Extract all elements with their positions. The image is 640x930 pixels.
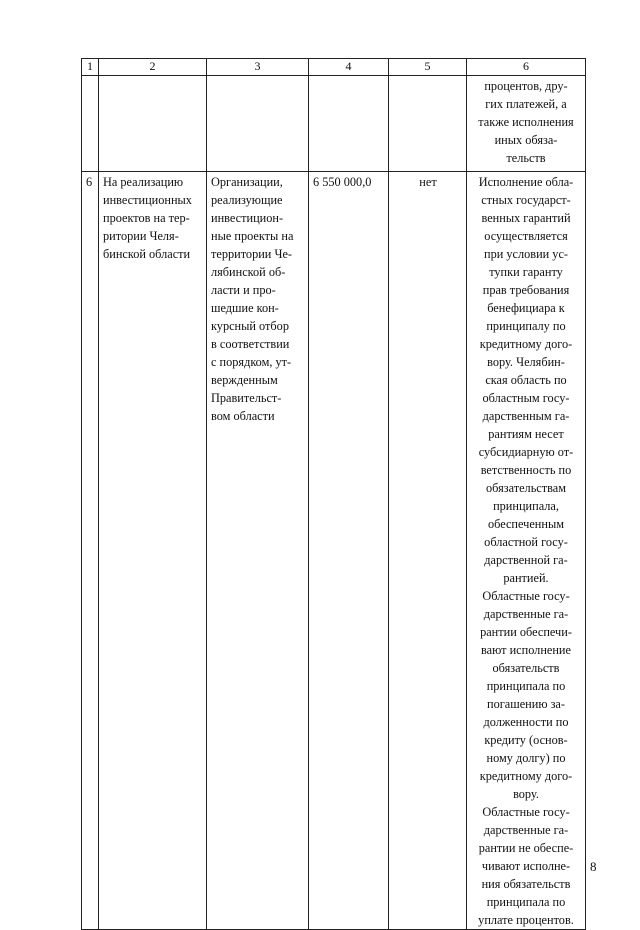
table-row bbox=[82, 172, 586, 930]
column-number-cell: 5 bbox=[389, 59, 467, 76]
purpose-text: На реализацию инвестиционных проектов на тер- ритории Челя- бинской области bbox=[103, 175, 192, 261]
conditions-text: Исполнение обла- стных государст- венных гарантий осуществляется при условии ус- тупки гаранту прав требования бенефициара к принципалу по кредитному дого- вору. Челябин- ская область по областным госу- дарственным га- рантиям несет субсидиарную от- ветственность по обязательствам принципала, обеспеченным областной госу- дарственной га- рантией. Областные госу- дарственные га- рантии обеспечи- вают исполнение обязательств принципала по погашению за- долженности по кредиту (основ- ному долгу) по кредитному дого- вору. Областные госу- дарственные га- рантии не обеспе- чивают исполне- ния обязательств принципала по уплате процентов. bbox=[478, 175, 574, 927]
column-number-cell: 2 bbox=[99, 59, 207, 76]
conditions-cell bbox=[467, 76, 586, 172]
purpose-cell bbox=[99, 172, 207, 930]
page-number: 8 bbox=[590, 859, 597, 874]
amount-value: 6 550 000,0 bbox=[313, 175, 372, 189]
conditions-cell bbox=[467, 172, 586, 930]
regress-cell bbox=[389, 172, 467, 930]
table-row-continuation bbox=[82, 76, 586, 172]
table-cell bbox=[389, 76, 467, 172]
table-cell bbox=[82, 76, 99, 172]
conditions-continuation-text: процентов, дру- гих платежей, а также исполнения иных обяза- тельств bbox=[478, 79, 574, 165]
column-number-cell: 4 bbox=[309, 59, 389, 76]
guarantee-table bbox=[81, 58, 586, 930]
column-number-row bbox=[82, 59, 586, 76]
column-number-cell: 1 bbox=[82, 59, 99, 76]
row-number: 6 bbox=[86, 175, 93, 189]
regress-value: нет bbox=[419, 175, 437, 189]
recipients-cell bbox=[207, 172, 309, 930]
row-number-cell bbox=[82, 172, 99, 930]
recipients-text: Организации, реализующие инвестицион- ные проекты на территории Че- лябинской об- ласти и про- шедшие кон- курсный отбор в соответствии с порядком, ут- вержденным Правительст- вом области bbox=[211, 175, 294, 423]
table-cell bbox=[99, 76, 207, 172]
table-cell bbox=[207, 76, 309, 172]
amount-cell bbox=[309, 172, 389, 930]
table-cell bbox=[309, 76, 389, 172]
column-number-cell: 3 bbox=[207, 59, 309, 76]
column-number-cell: 6 bbox=[467, 59, 586, 76]
